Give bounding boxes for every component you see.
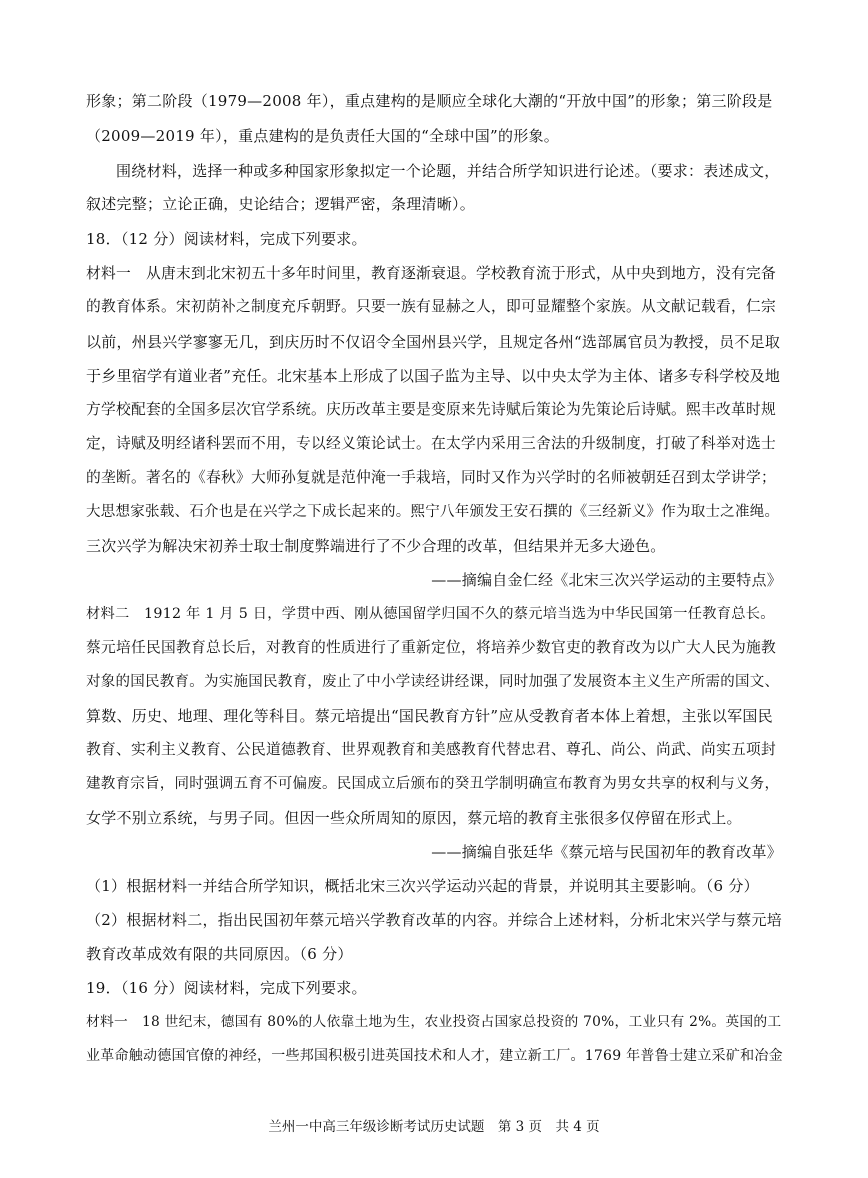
material-line: 蔡元培任民国教育总长后，对教育的性质进行了重新定位，将培养少数官吏的教育改为以广大人民为施教 bbox=[86, 639, 776, 656]
instruction-line: 围绕材料，选择一种或多种国家形象拟定一个论题，并结合所学知识进行论述。（要求：表述成文， bbox=[116, 162, 780, 180]
material-line: 女学不别立系统，与男子同。但因一些众所周知的原因，蔡元培的教育主张很多仅停留在形式上。 bbox=[86, 809, 742, 827]
material-line: 的垄断。著名的《春秋》大师孙复就是范仲淹一手栽培，同时又作为兴学时的名师被朝廷召到太学讲学； bbox=[86, 469, 776, 486]
sub-question: （1）根据材料一并结合所学知识，概括北宋三次兴学运动兴起的背景，并说明其主要影响。（6 分） bbox=[86, 877, 759, 895]
material-line: 以前，州县兴学寥寥无几，到庆历时不仅诏令全国州县兴学，且规定各州“选部属官员为教授，员不足取 bbox=[86, 333, 781, 351]
source-citation: ——摘编自张廷华《蔡元培与民国初年的教育改革》 bbox=[431, 843, 782, 861]
material-line: 算数、历史、地理、理化等科目。蔡元培提出“国民教育方针”应从受教育者本体上着想，主张以军国民 bbox=[86, 707, 773, 725]
page-footer: 兰州一中高三年级诊断考试历史试题 第 3 页 共 4 页 bbox=[268, 1119, 600, 1135]
material-line: 业革命触动德国官僚的神经，一些邦国积极引进英国技术和人才，建立新工厂。1769 年普鲁士建立采矿和冶金 bbox=[86, 1048, 783, 1064]
material-line: 大思想家张载、石介也是在兴学之下成长起来的。熙宁八年颁发王安石撰的《三经新义》作为取士之准绳。 bbox=[86, 504, 780, 520]
text-line: 形象；第二阶段（1979—2008 年），重点建构的是顺应全球化大潮的“开放中国”的形象；第三阶段是 bbox=[86, 92, 773, 110]
question-heading: 18．（12 分）阅读材料，完成下列要求。 bbox=[86, 230, 367, 248]
material-line: 三次兴学为解决宋初养士取士制度弊端进行了不少合理的改革，但结果并无多大逊色。 bbox=[86, 537, 666, 555]
sub-question: （2）根据材料二，指出民国初年蔡元培兴学教育改革的内容。并综合上述材料，分析北宋兴学与蔡元培 bbox=[86, 911, 783, 929]
material-line: 教育、实利主义教育、公民道德教育、世界观教育和美感教育代替忠君、尊孔、尚公、尚武、尚实五项封 bbox=[86, 741, 776, 758]
text-line: （2009—2019 年），重点建构的是负责任大国的“全球中国”的形象。 bbox=[86, 127, 559, 145]
material-line: 方学校配套的全国多层次官学系统。庆历改革主要是变原来先诗赋后策论为先策论后诗赋。熙丰改革时规 bbox=[86, 401, 776, 418]
instruction-line: 叙述完整；立论正确，史论结合；逻辑严密，条理清晰）。 bbox=[86, 195, 476, 213]
material-line: 建教育宗旨，同时强调五育不可偏废。民国成立后颁布的癸丑学制明确宣布教育为男女共享的权利与义务， bbox=[86, 776, 780, 792]
source-citation: ——摘编自金仁经《北宋三次兴学运动的主要特点》 bbox=[431, 571, 782, 589]
material-line: 定，诗赋及明经诸科罢而不用，专以经义策论试士。在太学内采用三舍法的升级制度，打破了科举对选士 bbox=[86, 435, 776, 452]
question-heading: 19．（16 分）阅读材料，完成下列要求。 bbox=[86, 979, 367, 997]
material-line: 材料一 从唐末到北宋初五十多年时间里，教育逐渐衰退。学校教育流于形式，从中央到地方，没有完备 bbox=[86, 265, 776, 282]
material-line: 的教育体系。宋初荫补之制度充斥朝野。只要一族有显赫之人，即可显耀整个家族。从文献记载看，仁宗 bbox=[86, 298, 776, 315]
material-line: 材料一 18 世纪末，德国有 80%的人依靠土地为生，农业投资占国家总投资的 70%，工业只有 2%。英国的工 bbox=[86, 1014, 782, 1030]
sub-question: 教育改革成效有限的共同原因。（6 分） bbox=[86, 945, 353, 963]
material-line: 材料二 1912 年 1 月 5 日，学贯中西、刚从德国留学归国不久的蔡元培当选为中华民国第一任教育总长。 bbox=[86, 606, 775, 622]
material-line: 于乡里宿学有道业者”充任。北宋基本上形成了以国子监为主导、以中央太学为主体、诸多专科学校及地 bbox=[86, 367, 781, 385]
material-line: 对象的国民教育。为实施国民教育，废止了中小学读经讲经课，同时加强了发展资本主义生产所需的国文、 bbox=[86, 674, 780, 690]
